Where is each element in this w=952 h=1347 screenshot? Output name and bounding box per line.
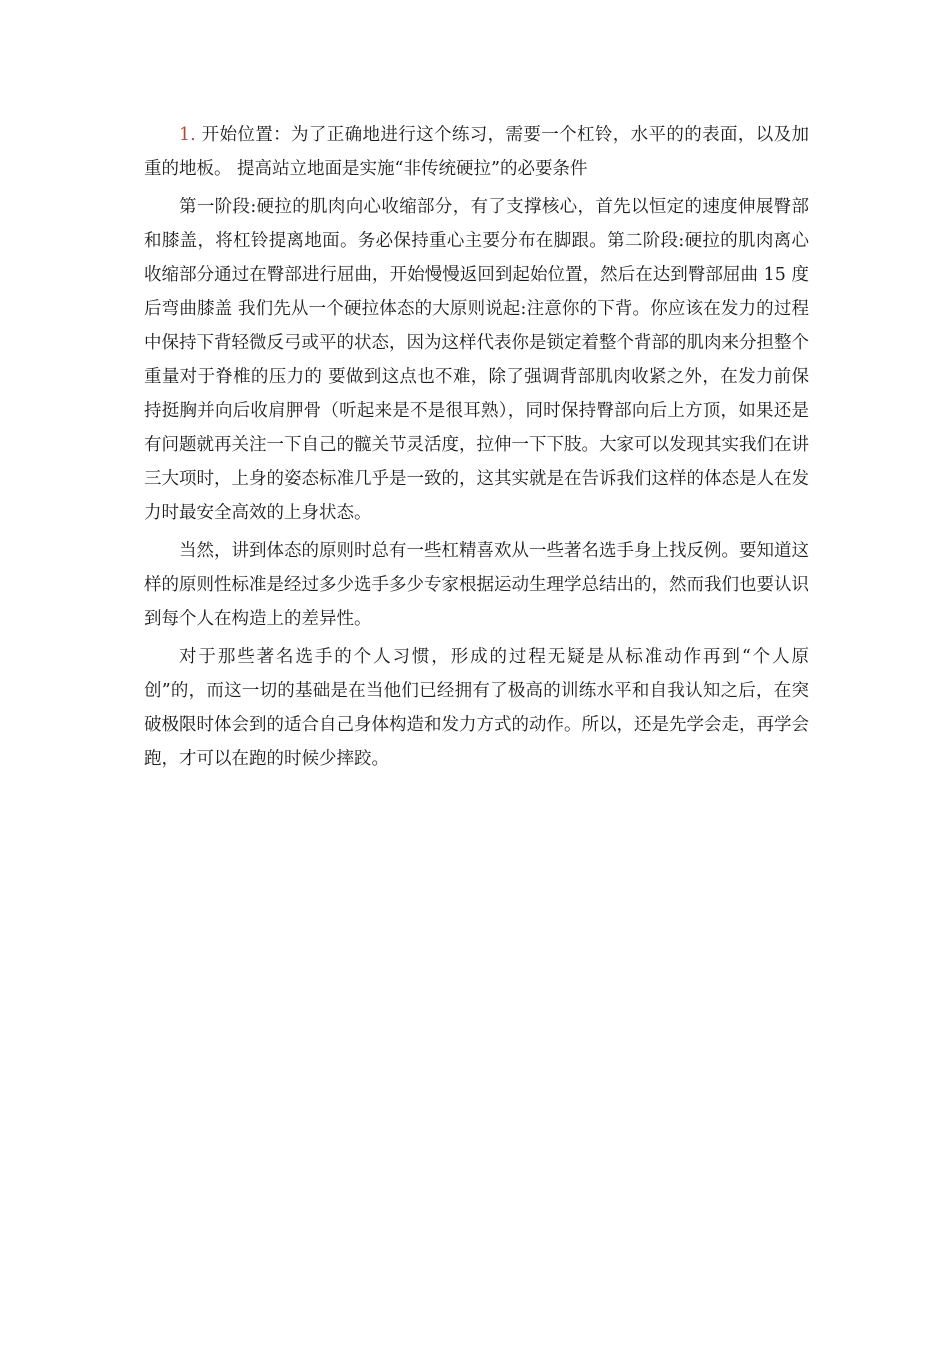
paragraph-text: 当然，讲到体态的原则时总有一些杠精喜欢从一些著名选手身上找反例。要知道这样的原则性标准是经过多少选手多少专家根据运动生理学总结出的，然而我们也要认识到每个人在构造上的差异性。 [144,541,809,629]
paragraph-text: 开始位置：为了正确地进行这个练习，需要一个杠铃，水平的的表面，以及加重的地板。 提高站立地面是实施“非传统硬拉”的必要条件 [144,125,809,179]
paragraph-counterexamples [144,534,809,636]
paragraph-phases [144,190,809,530]
paragraph-famous-athletes [144,640,809,776]
list-number: 1. [179,125,196,145]
paragraph-text: 对于那些著名选手的个人习惯，形成的过程无疑是从标准动作再到“个人原创”的，而这一切的基础是在当他们已经拥有了极高的训练水平和自我认知之后，在突破极限时体会到的适合自己身体构造和发力方式的动作。所以，还是先学会走，再学会跑，才可以在跑的时候少摔跤。 [144,647,809,769]
paragraph-text: 第一阶段:硬拉的肌肉向心收缩部分，有了支撑核心，首先以恒定的速度伸展臀部和膝盖，将杠铃提离地面。务必保持重心主要分布在脚跟。第二阶段:硬拉的肌肉离心收缩部分通过在臀部进行屈曲，开始慢慢返回到起始位置，然后在达到臀部屈曲 15 度后弯曲膝盖 我们先从一个硬拉体态的大原则说起:注意你的下背。你应该在发力的过程中保持下背轻微反弓或平的状态，因为这样代表你是锁定着整个背部的肌肉来分担整个重量对于脊椎的压力的 要做到这点也不难，除了强调背部肌肉收紧之外，在发力前保持挺胸并向后收肩胛骨（听起来是不是很耳熟），同时保持臀部向后上方顶，如果还是有问题就再关注一下自己的髋关节灵活度，拉伸一下下肢。大家可以发现其实我们在讲三大项时，上身的姿态标准几乎是一致的，这其实就是在告诉我们这样的体态是人在发力时最安全高效的上身状态。 [144,197,809,523]
document-body [144,118,809,780]
paragraph-starting-position [144,118,809,186]
